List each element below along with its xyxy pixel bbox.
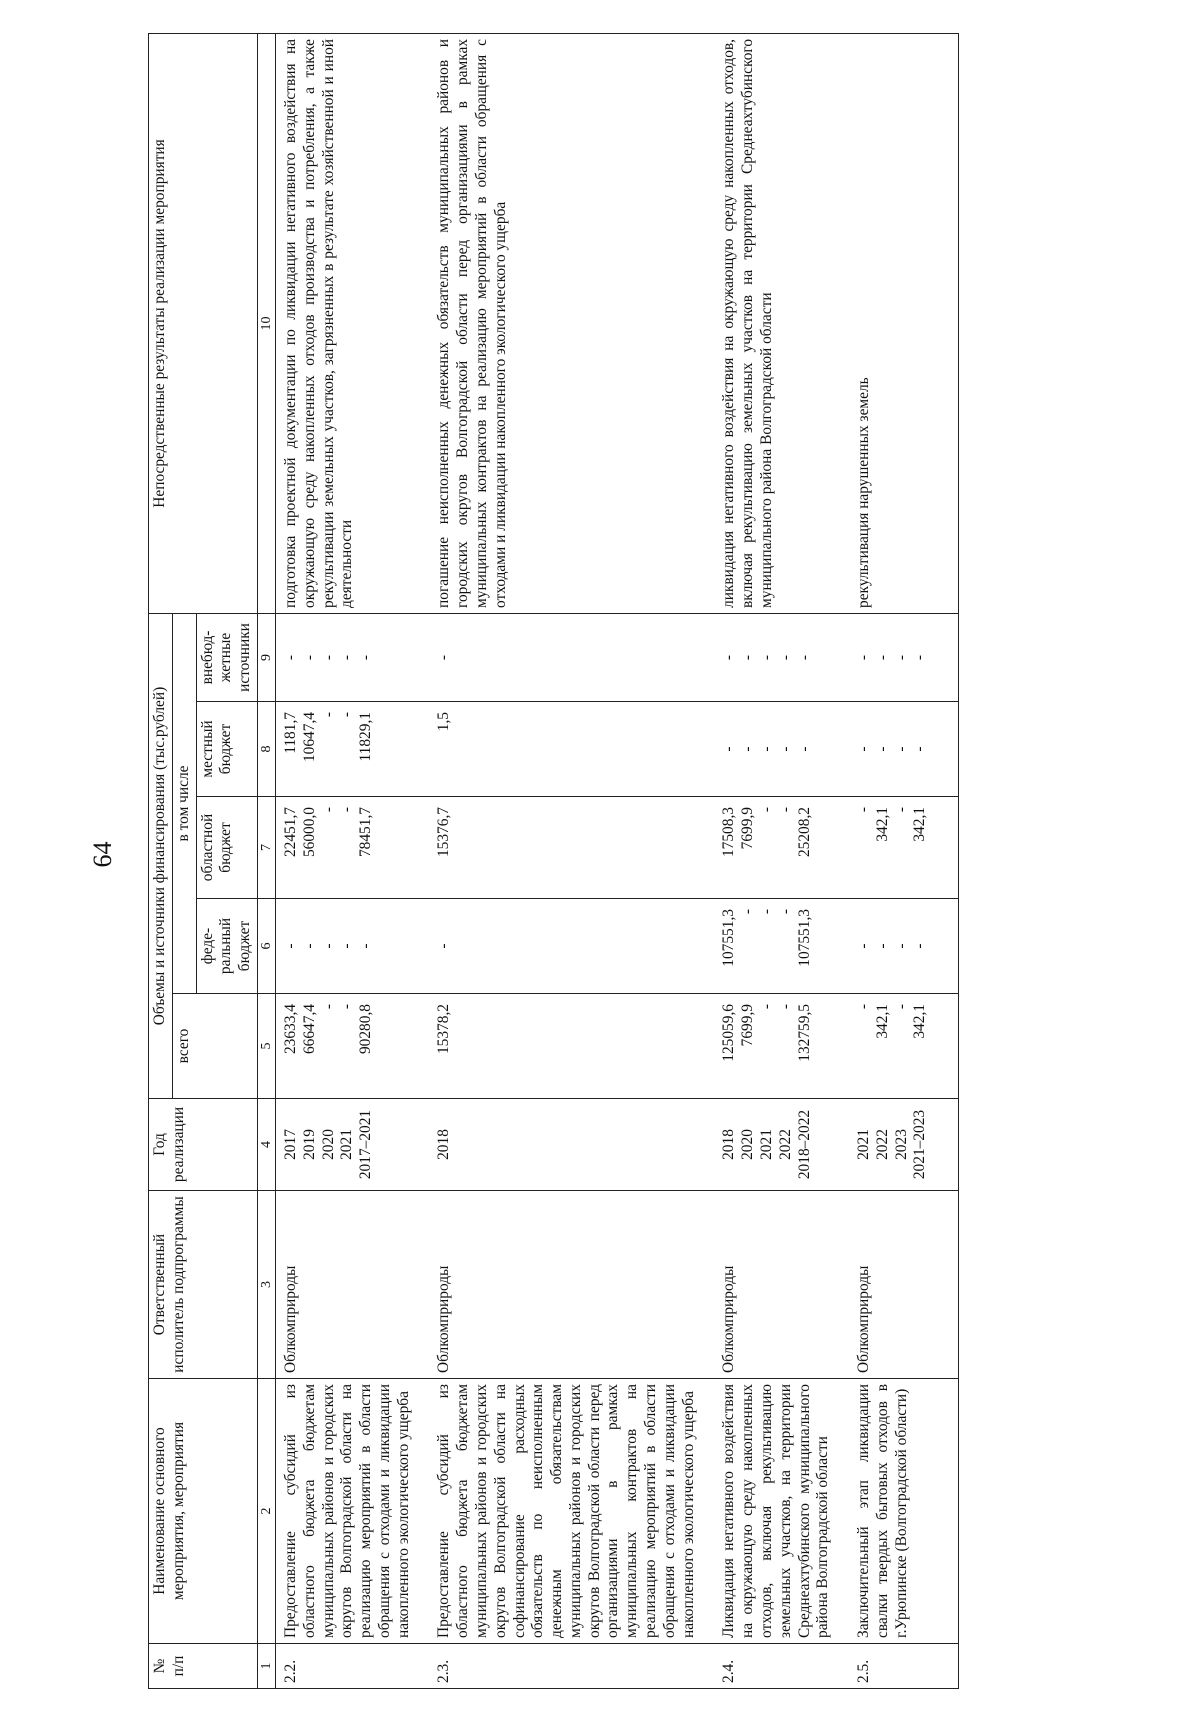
column-number: 8 (257, 702, 275, 797)
header-regional: областной бюджет (196, 797, 257, 899)
header-name: Наименование основного мероприятия, мероприятия (149, 1379, 258, 1644)
total-amount: 125059,6 7699,9 - - 132759,5 (714, 994, 849, 1099)
local-budget: 1,5 (429, 702, 714, 797)
column-number: 7 (257, 797, 275, 899)
header-year: Год реализации (149, 1099, 258, 1191)
column-number: 4 (257, 1099, 275, 1191)
implementation-years: 2017 2019 2020 2021 2017–2021 (275, 1099, 429, 1191)
federal-budget: - - - - - (275, 899, 429, 994)
column-number: 3 (257, 1191, 275, 1379)
program-measures-table (148, 33, 959, 1689)
row-number: 2.5. (849, 1644, 959, 1689)
offbudget-sources: - - - - - (714, 613, 849, 701)
header-responsible: Ответственный исполитель подпрограммы (149, 1191, 258, 1379)
page-number: 64 (88, 841, 117, 868)
total-amount: 15378,2 (429, 994, 714, 1099)
header-row-1 (149, 33, 173, 1688)
table-row (275, 33, 429, 1688)
offbudget-sources: - - - - (849, 613, 959, 701)
column-number: 2 (257, 1379, 275, 1644)
federal-budget: 107551,3 - - - 107551,3 (714, 899, 849, 994)
table-row (429, 33, 714, 1688)
regional-budget: - 342,1 - 342,1 (849, 797, 959, 899)
row-number: 2.3. (429, 1644, 714, 1689)
header-offbudget: внебюд- жетные источники (196, 613, 257, 701)
local-budget: 1181,7 10647,4 - - 11829,1 (275, 702, 429, 797)
implementation-years: 2021 2022 2023 2021–2023 (849, 1099, 959, 1191)
header-total: всего (172, 994, 257, 1099)
federal-budget: - - - - (849, 899, 959, 994)
column-number: 6 (257, 899, 275, 994)
responsible-executor: Облкомприроды (429, 1191, 714, 1379)
local-budget: - - - - - (714, 702, 849, 797)
responsible-executor: Облкомприроды (714, 1191, 849, 1379)
federal-budget: - (429, 899, 714, 994)
local-budget: - - - - (849, 702, 959, 797)
header-local: местный бюджет (196, 702, 257, 797)
expected-result: ликвидация негативного воздействия на окружающую среду накопленных отходов, включая рекультивацию земельных участков на территории Среднеахтубинского муниципального района Волгоградской области (714, 33, 849, 613)
measure-name: Ликвидация негативного воздействия на окружающую среду накопленных отходов, включая рекультивацию земельных участков, на территории Среднеахтубинского муниципального района Волгоградской области (714, 1379, 849, 1644)
regional-budget: 22451,7 56000,0 - - 78451,7 (275, 797, 429, 899)
header-federal: феде- ральный бюджет (196, 899, 257, 994)
column-number: 1 (257, 1644, 275, 1689)
table-row (849, 33, 959, 1688)
expected-result: рекультивация нарушенных земель (849, 33, 959, 613)
responsible-executor: Облкомприроды (849, 1191, 959, 1379)
expected-result: погашение неисполненных денежных обязательств муниципальных районов и городских округов Волгоградской области перед организациями в рамках муниципальных контрактов на реализацию мероприятий в области обращения с отходами и ликвидации накопленного экологического ущерба (429, 33, 714, 613)
offbudget-sources: - (429, 613, 714, 701)
measure-name: Предоставление субсидий из областного бюджета бюджетам муниципальных районов и городских округов Волгоградской области на софинансирование расходных обязательств по неисполненным денежным обязательствам муниципальных районов и городских округов Волгоградской области перед организациями в рамках муниципальных контрактов на реализацию мероприятий в области обращения с отходами и ликвидации накопленного экологического ущерба (429, 1379, 714, 1644)
column-number: 9 (257, 613, 275, 701)
header-no: № п/п (149, 1644, 258, 1689)
total-amount: 23633,4 66647,4 - - 90280,8 (275, 994, 429, 1099)
row-number: 2.4. (714, 1644, 849, 1689)
expected-result: подготовка проектной документации по ликвидации негативного воздействия на окружающую среду накопленных отходов производства и потребления, а также рекультивации земельных участков, загрязненных в результате хозяйственной и иной деятельности (275, 33, 429, 613)
implementation-years: 2018 2020 2021 2022 2018–2022 (714, 1099, 849, 1191)
responsible-executor: Облкомприроды (275, 1191, 429, 1379)
column-number: 5 (257, 994, 275, 1099)
measure-name: Заключительный этап ликвидации свалки твердых бытовых отходов в г.Урюпинске (Волгоградской области) (849, 1379, 959, 1644)
regional-budget: 17508,3 7699,9 - - 25208,2 (714, 797, 849, 899)
implementation-years: 2018 (429, 1099, 714, 1191)
header-including: в том числе (172, 613, 196, 993)
row-number: 2.2. (275, 1644, 429, 1689)
table-row (714, 33, 849, 1688)
column-number: 10 (257, 33, 275, 613)
measure-name: Предоставление субсидий из областного бюджета бюджетам муниципальных районов и городских округов Волгоградской области на реализацию мероприятий в области обращения с отходами и ликвидации накопленного экологического ущерба (275, 1379, 429, 1644)
column-number-row (257, 33, 275, 1688)
header-funding: Объемы и источники финансирования (тыс.рублей) (149, 613, 173, 1098)
regional-budget: 15376,7 (429, 797, 714, 899)
offbudget-sources: - - - - - (275, 613, 429, 701)
total-amount: - 342,1 - 342,1 (849, 994, 959, 1099)
header-results: Непосредственные результаты реализации мероприятия (149, 33, 258, 613)
